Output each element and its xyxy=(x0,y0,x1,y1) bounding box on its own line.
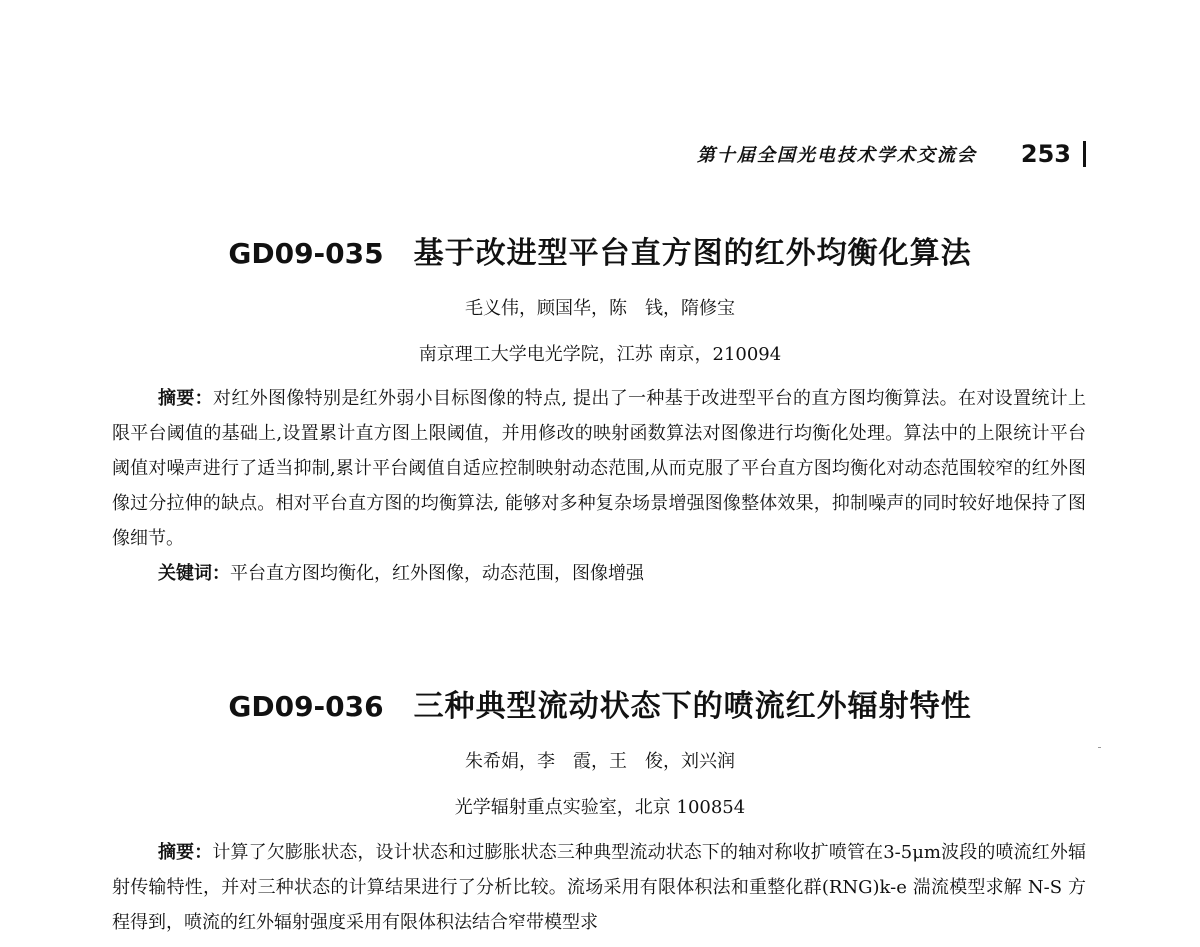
abstract-body-1 xyxy=(112,381,1086,591)
paper-authors: 朱希娟，李 霞，王 俊，刘兴润 xyxy=(465,751,735,772)
abstract-label: 摘要： xyxy=(158,842,213,863)
paper-affiliation: 光学辐射重点实验室，北京 100854 xyxy=(454,797,746,818)
abstract-paragraph xyxy=(112,381,1086,556)
abstract-text: 计算了欠膨胀状态，设计状态和过膨胀状态三种典型流动状态下的轴对称收扩喷管在3-5μm波段的喷流红外辐射传输特性，并对三种状态的计算结果进行了分析比较。流场采用有限体积法和重整化群(RNG)k-e 湍流模型求解 N-S 方程得到，喷流的红外辐射强度采用有限体积法结合窄带模型求 xyxy=(112,842,1086,933)
header-divider xyxy=(1083,141,1086,167)
conference-name: 第十届全国光电技术学术交流会 xyxy=(696,145,977,166)
abstract-block-2 xyxy=(0,681,1200,819)
page-number: 253 xyxy=(1020,140,1071,168)
keywords-text: 平台直方图均衡化，红外图像，动态范围，图像增强 xyxy=(230,563,644,584)
paper-code: GD09-035 xyxy=(228,237,384,270)
paper-affiliation: 南京理工大学电光学院，江苏 南京，210094 xyxy=(418,344,782,365)
paper-title xyxy=(0,228,1200,272)
abstract-label: 摘要： xyxy=(158,388,213,409)
keywords-label: 关键词： xyxy=(158,563,230,584)
abstract-text: 对红外图像特别是红外弱小目标图像的特点, 提出了一种基于改进型平台的直方图均衡算法。在对设置统计上限平台阈值的基础上,设置累计直方图上限阈值，并用修改的映射函数算法对图像进行均衡化处理。算法中的上限统计平台阈值对噪声进行了适当抑制,累计平台阈值自适应控制映射动态范围,从而克服了平台直方图均衡化对动态范围较窄的红外图像过分拉伸的缺点。相对平台直方图的均衡算法, 能够对多种复杂场景增强图像整体效果，抑制噪声的同时较好地保持了图像细节。 xyxy=(112,388,1086,549)
paper-title-text: 基于改进型平台直方图的红外均衡化算法 xyxy=(413,236,972,271)
paper-code: GD09-036 xyxy=(228,690,384,723)
paper-title-text: 三种典型流动状态下的喷流红外辐射特性 xyxy=(413,689,972,724)
abstract-block-1 xyxy=(0,228,1200,366)
running-header xyxy=(697,140,1086,168)
paper-authors: 毛义伟，顾国华，陈 钱，隋修宝 xyxy=(465,298,735,319)
abstract-body-2 xyxy=(112,835,1086,940)
paper-title xyxy=(0,681,1200,725)
keywords-line xyxy=(112,556,1086,591)
abstract-paragraph xyxy=(112,835,1086,940)
scan-artifact xyxy=(1098,747,1101,748)
